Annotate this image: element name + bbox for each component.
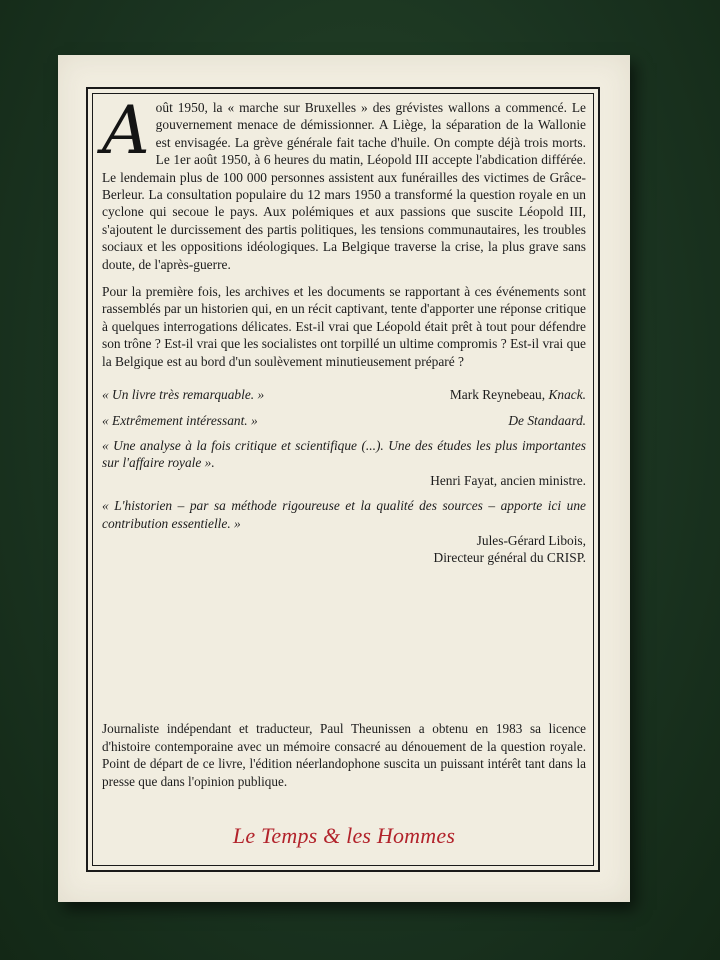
quote-source: Jules-Gérard Libois, bbox=[476, 532, 586, 548]
blurb-paragraph-1-text: oût 1950, la « marche sur Bruxelles » des grévistes wallons a commencé. Le gouvernement menace de démissionner. A Liège, la séparation de la Wallonie est envisagée. La grève générale fait tache d'huile. On compte déjà trois morts. Le 1er août 1950, à 6 heures du matin, Léopold III accepte l'abdication différée. Le lendemain plus de 100 000 personnes assistent aux funérailles des victimes de Grâce-Berleur. La consultation populaire du 12 mars 1950 a transformé la question royale en un cyclone qui secoue le pays. Aux polémiques et aux passions que suscite Léopold III, s'ajoutent le durcissement des partis politiques, les tensions communautaires, les troubles sociaux et les oppositions idéologiques. La Belgique traverse la crise, la plus grave sans doute, de l'après-guerre. bbox=[102, 100, 586, 272]
quote-source-name: Mark Reynebeau, bbox=[449, 387, 546, 403]
quotes bbox=[102, 386, 586, 567]
quote-text: « Une analyse à la fois critique et scientifique (...). Une des études les plus importantes sur l'affaire royale ». bbox=[102, 437, 586, 471]
quote-text: « Un livre très remarquable. » bbox=[102, 387, 265, 403]
quote-4 bbox=[102, 497, 586, 567]
drop-cap: A bbox=[102, 92, 150, 169]
blurb-paragraph-1 bbox=[102, 92, 586, 273]
quote-text: « L'historien – par sa méthode rigoureuse et la qualité des sources – apporte ici une contribution essentielle. » bbox=[102, 498, 586, 531]
quote-3 bbox=[102, 437, 586, 489]
quote-source-publication: Knack. bbox=[548, 387, 586, 403]
quote-1 bbox=[102, 386, 586, 403]
quote-source-title: Directeur général du CRISP. bbox=[433, 550, 586, 566]
quote-source: Henri Fayat, ancien ministre. bbox=[430, 472, 586, 488]
quote-source-publication: De Standaard. bbox=[508, 412, 586, 428]
quote-source bbox=[450, 386, 586, 403]
publisher-logo: Le Temps & les Hommes bbox=[232, 823, 456, 848]
blurb-paragraph-2: Pour la première fois, les archives et les documents se rapportant à ces événements sont rassemblés par un historien qui, en un récit captivant, tente d'apporter une réponse critique à quelques interrogations délicates. Est-il vrai que Léopold était prêt à tout pour défendre son trône ? Est-il vrai que les socialistes ont torpillé un ultime compromis ? Est-il vrai que la Belgique est au bord d'un soulèvement minutieusement préparé ? bbox=[102, 284, 586, 369]
quote-2 bbox=[102, 412, 586, 429]
quote-text: « Extrêmement intéressant. » bbox=[102, 412, 258, 428]
blurb bbox=[102, 92, 586, 567]
author-bio: Journaliste indépendant et traducteur, Paul Theunissen a obtenu en 1983 sa licence d'histoire contemporaine avec un mémoire consacré au dénouement de la question royale. Point de départ de ce livre, l'édition néerlandophone suscita un puissant intérêt tant dans la presse que dans l'opinion publique. bbox=[102, 721, 586, 789]
book-back-cover bbox=[58, 55, 630, 902]
